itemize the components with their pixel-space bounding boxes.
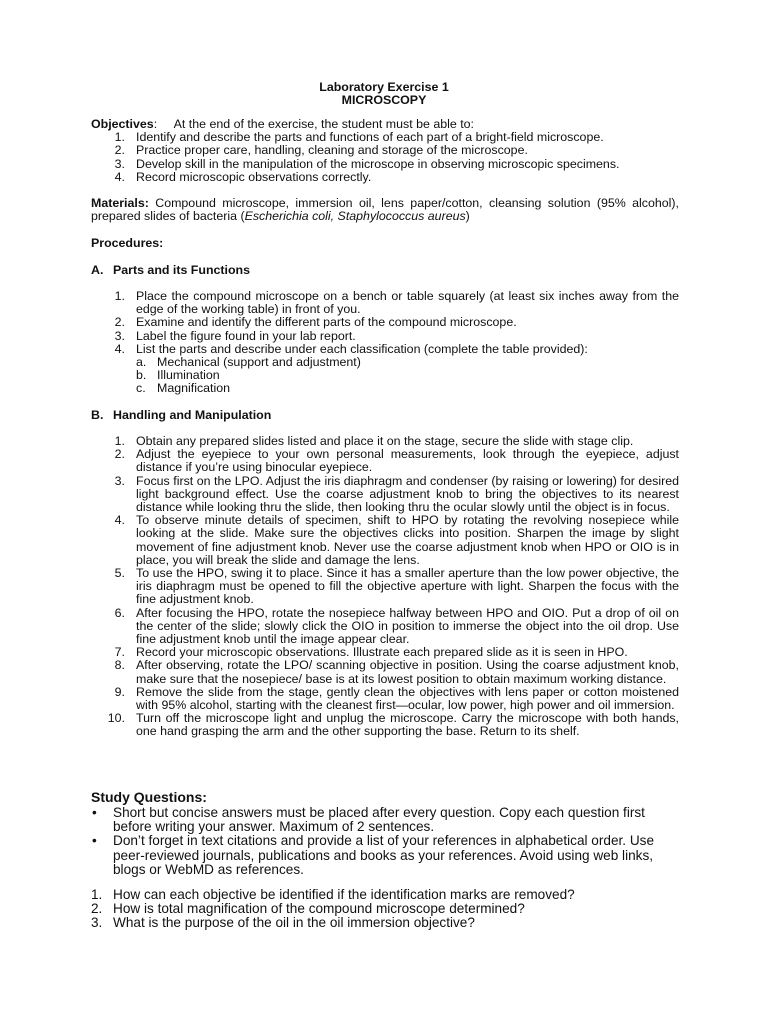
objectives-section	[91, 118, 679, 184]
page-subtitle: MICROSCOPY	[341, 93, 427, 107]
materials-label: Materials:	[91, 196, 149, 210]
list-item: 4. To observe minute details of specimen, shift to HPO by rotating the revolving nosepiece while looking at the slide. Make sure the objectives clicks into position. Sharpen the image by slight movement of fine adjustment knob. Never use the coarse adjustment knob when HPO or OIO is in place, you will break the slide and damage the lens.	[114, 513, 679, 567]
list-item: a. Mechanical (support and adjustment)	[136, 355, 361, 370]
list-item: 3. What is the purpose of the oil in the oil immersion objective?	[91, 915, 475, 931]
study-questions-list	[91, 888, 679, 931]
list-item: 5. To use the HPO, swing it to place. Since it has a smaller aperture than the low power objective, the iris diaphragm must be opened to fill the objective aperture with light. Sharpen the focus with the fine adjustment knob.	[114, 566, 679, 607]
list-item: 1. Identify and describe the parts and functions of each part of a bright-field microscope.	[114, 130, 604, 145]
list-item: 9. Remove the slide from the stage, gently clean the objectives with lens paper or cotton moistened with 95% alcohol, starting with the cleanest first—ocular, low power, high power and oil immersion.	[114, 684, 679, 713]
study-questions-instructions	[91, 806, 679, 877]
section-a-list	[91, 290, 679, 396]
list-item: 10. Turn off the microscope light and unplug the microscope. Carry the microscope with both hands, one hand grasping the arm and the other supporting the base. Return to its shelf.	[107, 711, 679, 739]
section-a-heading: A. Parts and its Functions	[91, 263, 251, 277]
materials-paragraph: Materials: Compound microscope, immersion oil, lens paper/cotton, cleansing solution (95% alcohol), prepared slides of bacteria (Escherichia coli, Staphylococcus aureus)	[91, 196, 679, 224]
page-title: Laboratory Exercise 1	[319, 80, 449, 94]
objectives-label: Objectives	[91, 117, 154, 131]
list-item: 1. How can each objective be identified if the identification marks are removed?	[91, 887, 575, 902]
list-item: 2. How is total magnification of the compound microscope determined?	[91, 901, 525, 917]
list-item: 1. Obtain any prepared slides listed and place it on the stage, secure the slide with stage clip.	[114, 434, 634, 448]
list-item: 1. Place the compound microscope on a bench or table squarely (at least six inches away from the edge of the working table) in front of you.	[114, 289, 679, 317]
list-item: 3. Focus first on the LPO. Adjust the iris diaphragm and condenser (by raising or lowering) for desired light background effect. Use the coarse adjustment knob to bring the objectives to its nearest distance while looking thru the slide, then looking thru the ocular slowly until the object is in focus.	[114, 473, 679, 515]
objectives-list	[91, 131, 679, 184]
section-b-list	[91, 435, 679, 739]
classification-sublist	[91, 356, 679, 396]
procedures-heading: Procedures:	[91, 236, 164, 250]
list-item: 2. Practice proper care, handling, cleaning and storage of the microscope.	[114, 143, 528, 158]
study-questions-heading: Study Questions:	[91, 789, 207, 805]
list-item: • Short but concise answers must be placed after every question. Copy each question first before writing your answer. Maximum of 2 sentences.	[92, 805, 645, 835]
list-item: • Don’t forget in text citations and provide a list of your references in alphabetical order. Use peer-reviewed journals, publications and books as your references. Avoid using web links, blogs or WebMD as references.	[92, 833, 655, 877]
list-item: 3. Develop skill in the manipulation of the microscope in observing microscopic specimens.	[114, 156, 620, 171]
list-item: 6. After focusing the HPO, rotate the nosepiece halfway between HPO and OIO. Put a drop of oil on the center of the slide; slowly click the OIO in position to immerse the object into the oil drop. Use fine adjustment knob until the image appear clear.	[114, 605, 679, 647]
list-item: 4. List the parts and describe under each classification (complete the table provided):	[114, 341, 588, 356]
list-item: 4. Record microscopic observations correctly.	[114, 169, 372, 184]
list-item: c. Magnification	[136, 381, 231, 396]
section-b-heading: B. Handling and Manipulation	[91, 408, 272, 422]
list-item: b. Illumination	[136, 368, 220, 383]
list-item: 2. Examine and identify the different parts of the compound microscope.	[114, 315, 517, 330]
list-item: 8. After observing, rotate the LPO/ scanning objective in position. Using the coarse adjustment knob, make sure that the nosepiece/ base is at its lowest position to obtain maximum working distance.	[114, 658, 679, 686]
list-item: 2. Adjust the eyepiece to your own personal measurements, look through the eyepiece, adjust distance if you’re using binocular eyepiece.	[114, 447, 679, 475]
objectives-intro-text: : At the end of the exercise, the student must be able to:	[153, 117, 474, 131]
bacteria-names: Escherichia coli, Staphylococcus aureus	[244, 209, 466, 224]
list-item: 7. Record your microscopic observations. Illustrate each prepared slide as it is seen in HPO.	[114, 645, 628, 660]
list-item: 3. Label the figure found in your lab report.	[114, 328, 356, 343]
